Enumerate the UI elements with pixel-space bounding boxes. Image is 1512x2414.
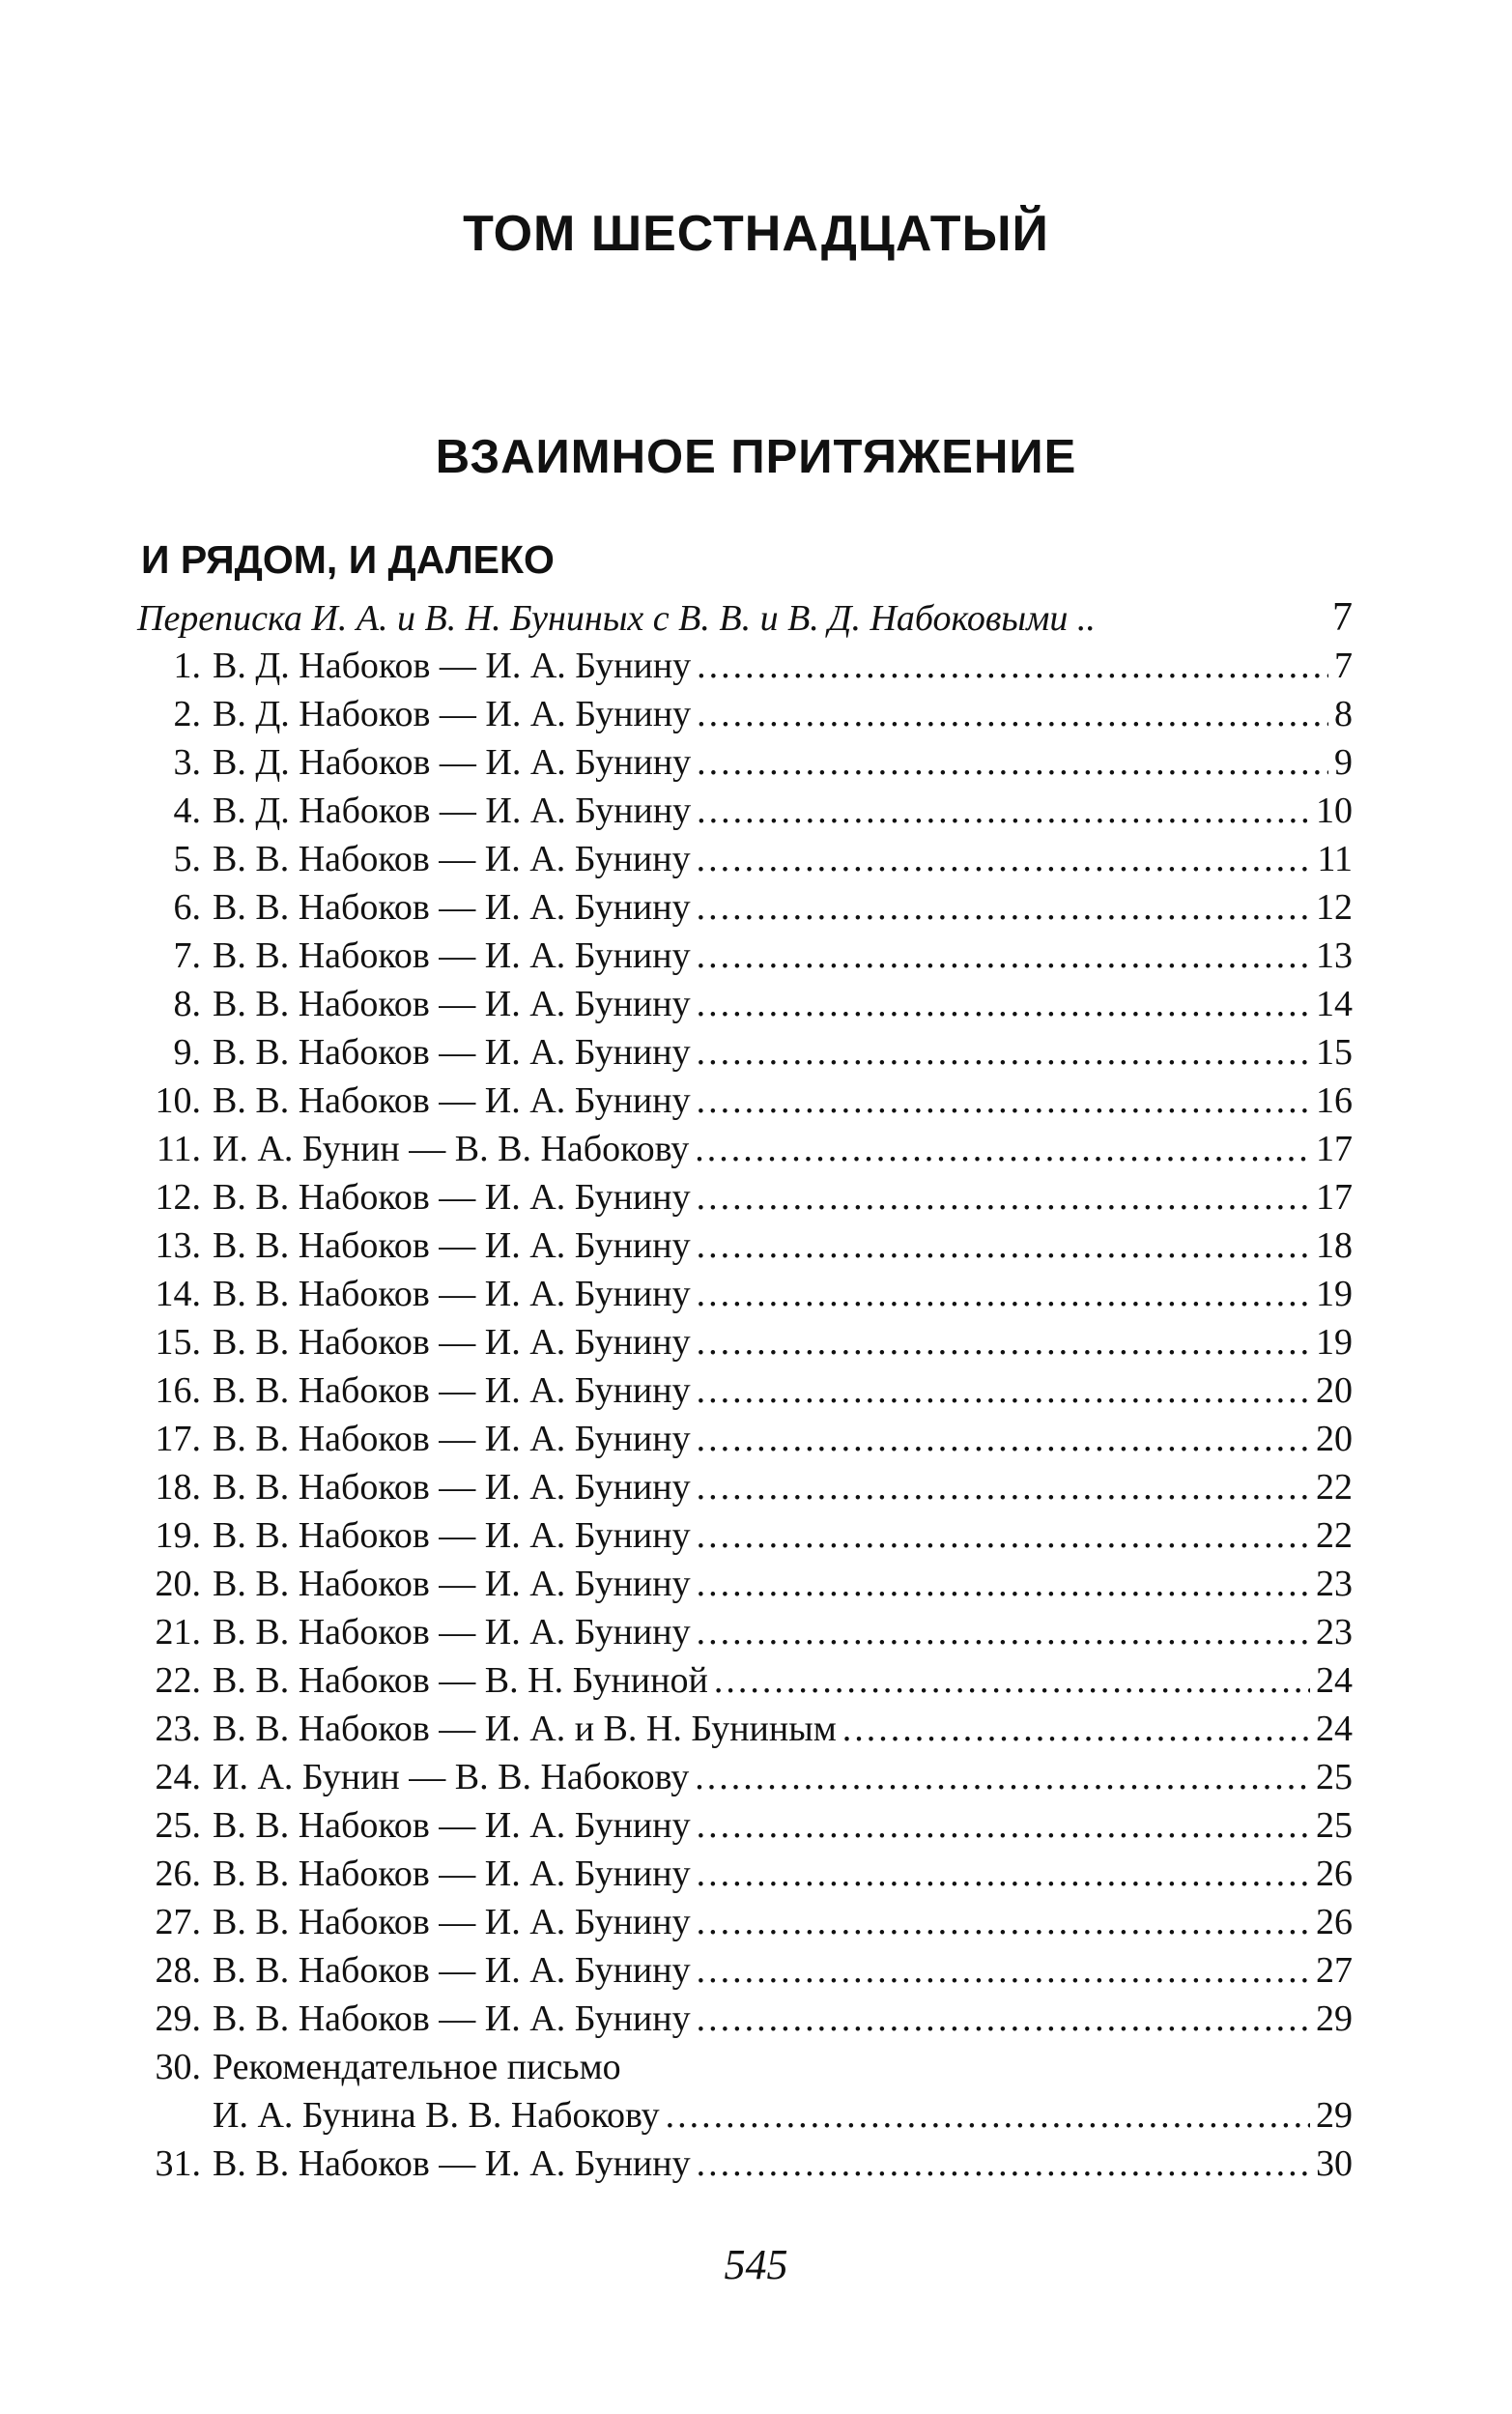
toc-entry-number: 29. bbox=[155, 1998, 201, 2039]
toc-entry-number: 4. bbox=[173, 790, 201, 831]
toc-row bbox=[137, 1850, 1353, 1898]
toc-entry-label: В. Д. Набоков — И. А. Бунину bbox=[213, 742, 692, 783]
toc-entry-label: В. В. Набоков — И. А. Бунину bbox=[213, 1467, 691, 1508]
toc-entry-page: 24 bbox=[1316, 1709, 1353, 1749]
dot-leader bbox=[666, 2091, 1310, 2140]
toc-entry-label: В. В. Набоков — И. А. Бунину bbox=[213, 1854, 691, 1894]
toc-entry-label: В. В. Набоков — И. А. Бунину bbox=[213, 1274, 691, 1314]
toc-entry-number: 19. bbox=[155, 1515, 201, 1556]
dot-leader bbox=[697, 980, 1310, 1028]
toc-entry-page: 16 bbox=[1316, 1080, 1353, 1121]
toc-row bbox=[137, 2091, 1353, 2140]
dot-leader bbox=[697, 1270, 1310, 1318]
toc-entry-page: 27 bbox=[1316, 1950, 1353, 1991]
dot-leader bbox=[697, 1995, 1310, 2043]
toc-entry-label: В. В. Набоков — И. А. Бунину bbox=[213, 1370, 691, 1411]
toc-entry-number: 6. bbox=[173, 887, 201, 928]
toc-entry-label: В. В. Набоков — И. А. Бунину bbox=[213, 1080, 691, 1121]
toc-entry-number: 13. bbox=[155, 1225, 201, 1266]
toc-entry-page: 13 bbox=[1316, 935, 1353, 976]
toc-entry-number: 15. bbox=[155, 1322, 201, 1363]
toc-entry-label: В. В. Набоков — И. А. Бунину bbox=[213, 1419, 691, 1459]
toc-entry-label: В. В. Набоков — И. А. Бунину bbox=[213, 1177, 691, 1218]
toc-entry-label: В. В. Набоков — И. А. Бунину bbox=[213, 1032, 691, 1073]
dot-leader bbox=[697, 1415, 1310, 1463]
toc-row bbox=[137, 1221, 1353, 1270]
toc-row bbox=[137, 932, 1353, 980]
toc-row bbox=[137, 1366, 1353, 1415]
toc-row bbox=[137, 1125, 1353, 1173]
dot-leader bbox=[697, 1173, 1310, 1221]
dot-leader bbox=[697, 835, 1312, 883]
toc-entry-label: В. В. Набоков — И. А. Бунину bbox=[213, 1612, 691, 1652]
toc-row bbox=[137, 2043, 1353, 2091]
dot-leader bbox=[697, 1608, 1310, 1656]
toc-entry-page: 19 bbox=[1316, 1274, 1353, 1314]
toc-entry-label: В. В. Набоков — И. А. Бунину bbox=[213, 1225, 691, 1266]
toc-entry-page: 17 bbox=[1316, 1177, 1353, 1218]
dot-leader bbox=[697, 1946, 1310, 1995]
toc-entry-label: В. Д. Набоков — И. А. Бунину bbox=[213, 790, 692, 831]
toc-entry-number: 3. bbox=[173, 742, 201, 783]
dot-leader bbox=[697, 2140, 1310, 2188]
dot-leader bbox=[697, 1221, 1310, 1270]
toc-entry-label: В. В. Набоков — И. А. Бунину bbox=[213, 2143, 691, 2184]
dot-leader bbox=[697, 1560, 1310, 1608]
toc-entry-number: 30. bbox=[155, 2047, 201, 2087]
toc-entry-label: В. В. Набоков — И. А. Бунину bbox=[213, 1515, 691, 1556]
dot-leader bbox=[697, 1850, 1310, 1898]
toc-entry-page: 14 bbox=[1316, 984, 1353, 1024]
toc-entry-label: В. В. Набоков — И. А. Бунину bbox=[213, 1998, 691, 2039]
toc-entry-label: В. В. Набоков — И. А. и В. Н. Буниным bbox=[213, 1709, 837, 1749]
toc-entry-number: 23. bbox=[155, 1709, 201, 1749]
toc-entry-page: 19 bbox=[1316, 1322, 1353, 1363]
toc-entry-label: В. Д. Набоков — И. А. Бунину bbox=[213, 694, 692, 734]
toc-entry-number: 20. bbox=[155, 1564, 201, 1604]
toc-entry-label: В. В. Набоков — И. А. Бунину bbox=[213, 1805, 691, 1846]
toc-row bbox=[137, 1705, 1353, 1753]
toc-row bbox=[137, 2140, 1353, 2188]
toc-row bbox=[137, 1511, 1353, 1560]
toc-entry-number: 17. bbox=[155, 1419, 201, 1459]
toc-row bbox=[137, 690, 1353, 738]
toc-entry-page: 30 bbox=[1316, 2143, 1353, 2184]
toc-row bbox=[137, 1318, 1353, 1366]
toc-row bbox=[137, 883, 1353, 932]
toc-entry-number: 2. bbox=[173, 694, 201, 734]
toc-entry-label: В. В. Набоков — И. А. Бунину bbox=[213, 1950, 691, 1991]
dot-leader bbox=[697, 1511, 1310, 1560]
toc-entry-page: 23 bbox=[1316, 1612, 1353, 1652]
toc-entry-page: 23 bbox=[1316, 1564, 1353, 1604]
toc-entry-number: 12. bbox=[155, 1177, 201, 1218]
dot-leader bbox=[697, 1028, 1310, 1077]
dot-leader bbox=[697, 738, 1328, 787]
toc-entry-page: 20 bbox=[1316, 1370, 1353, 1411]
dot-leader bbox=[697, 1463, 1310, 1511]
toc-entry-label-continued: И. А. Бунина В. В. Набокову bbox=[213, 2095, 660, 2136]
toc-row bbox=[137, 1463, 1353, 1511]
dot-leader bbox=[697, 1366, 1310, 1415]
toc-entry-page: 20 bbox=[1316, 1419, 1353, 1459]
toc-row bbox=[137, 787, 1353, 835]
dot-leader bbox=[697, 1077, 1310, 1125]
toc-entry-number: 28. bbox=[155, 1950, 201, 1991]
toc-entry-number: 25. bbox=[155, 1805, 201, 1846]
page-number: 545 bbox=[724, 2241, 788, 2288]
toc-entries bbox=[137, 642, 1353, 2043]
toc-row bbox=[137, 1560, 1353, 1608]
toc-entry-page: 22 bbox=[1316, 1467, 1353, 1508]
toc-row bbox=[137, 1608, 1353, 1656]
toc-entry-page: 25 bbox=[1316, 1757, 1353, 1797]
dot-leader bbox=[697, 1318, 1310, 1366]
toc-row bbox=[137, 835, 1353, 883]
toc-entry-number: 10. bbox=[155, 1080, 201, 1121]
toc-entry-number: 5. bbox=[173, 839, 201, 879]
toc-entry-page: 9 bbox=[1334, 742, 1353, 783]
toc-row bbox=[137, 1753, 1353, 1801]
toc-entry-label: Рекомендательное письмо bbox=[213, 2047, 621, 2087]
dot-leader bbox=[842, 1705, 1310, 1753]
toc-entry-number: 27. bbox=[155, 1902, 201, 1942]
toc-entry-page: 22 bbox=[1316, 1515, 1353, 1556]
toc-row bbox=[137, 1077, 1353, 1125]
toc-entry-number: 18. bbox=[155, 1467, 201, 1508]
toc-entry-label: В. В. Набоков — И. А. Бунину bbox=[213, 1902, 691, 1942]
toc-entry-page: 26 bbox=[1316, 1854, 1353, 1894]
toc-row bbox=[137, 1028, 1353, 1077]
toc-entry-page: 25 bbox=[1316, 1805, 1353, 1846]
toc-entry-label: И. А. Бунин — В. В. Набокову bbox=[213, 1757, 690, 1797]
toc-entry-page: 18 bbox=[1316, 1225, 1353, 1266]
toc-row bbox=[137, 1898, 1353, 1946]
toc-entry-page: 12 bbox=[1316, 887, 1353, 928]
toc-entry-number: 14. bbox=[155, 1274, 201, 1314]
toc-row bbox=[137, 1946, 1353, 1995]
table-of-contents bbox=[137, 593, 1353, 2188]
book-title: ВЗАИМНОЕ ПРИТЯЖЕНИЕ bbox=[435, 431, 1077, 483]
volume-title: ТОМ ШЕСТНАДЦАТЫЙ bbox=[463, 206, 1049, 262]
toc-entry-label: В. В. Набоков — И. А. Бунину bbox=[213, 1322, 691, 1363]
toc-entry-label: В. В. Набоков — И. А. Бунину bbox=[213, 887, 691, 928]
dot-leader bbox=[695, 1753, 1310, 1801]
toc-entry-label: В. В. Набоков — И. А. Бунину bbox=[213, 984, 691, 1024]
toc-entry-label: В. В. Набоков — И. А. Бунину bbox=[213, 839, 691, 879]
section-title: И РЯДОМ, И ДАЛЕКО bbox=[141, 537, 555, 582]
toc-row bbox=[137, 980, 1353, 1028]
toc-entry-page: 10 bbox=[1316, 790, 1353, 831]
toc-entry-number: 21. bbox=[155, 1612, 201, 1652]
toc-row bbox=[137, 642, 1353, 690]
toc-entry-number: 22. bbox=[155, 1660, 201, 1701]
toc-entry-page: 15 bbox=[1316, 1032, 1353, 1073]
toc-entry-number: 16. bbox=[155, 1370, 201, 1411]
toc-entry-number: 9. bbox=[173, 1032, 201, 1073]
toc-entry-number: 31. bbox=[155, 2143, 201, 2184]
toc-row bbox=[137, 1656, 1353, 1705]
dot-leader bbox=[697, 1801, 1310, 1850]
toc-entry-label: В. Д. Набоков — И. А. Бунину bbox=[213, 646, 692, 686]
toc-row bbox=[137, 1270, 1353, 1318]
toc-intro-page: 7 bbox=[1332, 595, 1353, 640]
toc-intro-row bbox=[137, 593, 1353, 642]
toc-entry-page: 26 bbox=[1316, 1902, 1353, 1942]
toc-entry-page: 11 bbox=[1317, 839, 1353, 879]
toc-entry-label: В. В. Набоков — И. А. Бунину bbox=[213, 1564, 691, 1604]
toc-entry-page: 7 bbox=[1334, 646, 1353, 686]
toc-entry-number: 11. bbox=[156, 1129, 201, 1169]
dot-leader bbox=[697, 883, 1310, 932]
toc-row bbox=[137, 1415, 1353, 1463]
dot-leader bbox=[697, 1898, 1310, 1946]
toc-entry-number: 26. bbox=[155, 1854, 201, 1894]
dot-leader bbox=[697, 642, 1328, 690]
toc-row bbox=[137, 1173, 1353, 1221]
dot-leader bbox=[714, 1656, 1310, 1705]
toc-entry-page: 8 bbox=[1334, 694, 1353, 734]
toc-row bbox=[137, 1801, 1353, 1850]
toc-entry-page: 24 bbox=[1316, 1660, 1353, 1701]
toc-entry-label: В. В. Набоков — В. Н. Буниной bbox=[213, 1660, 708, 1701]
toc-entry-number: 7. bbox=[173, 935, 201, 976]
toc-entry-label: И. А. Бунин — В. В. Набокову bbox=[213, 1129, 690, 1169]
dot-leader bbox=[697, 787, 1310, 835]
toc-entry-label: В. В. Набоков — И. А. Бунину bbox=[213, 935, 691, 976]
toc-entry-number: 24. bbox=[155, 1757, 201, 1797]
dot-leader bbox=[695, 1125, 1310, 1173]
dot-leader bbox=[697, 690, 1328, 738]
toc-row bbox=[137, 1995, 1353, 2043]
toc-entry-page: 29 bbox=[1316, 1998, 1353, 2039]
toc-row bbox=[137, 738, 1353, 787]
toc-entry-page: 17 bbox=[1316, 1129, 1353, 1169]
dot-leader bbox=[697, 932, 1310, 980]
toc-entry-number: 8. bbox=[173, 984, 201, 1024]
toc-intro-label: Переписка И. А. и В. Н. Буниных с В. В. и В. Д. Набоковыми .. bbox=[137, 598, 1096, 639]
toc-entry-number: 1. bbox=[173, 646, 201, 686]
toc-entry-page: 29 bbox=[1316, 2095, 1353, 2136]
